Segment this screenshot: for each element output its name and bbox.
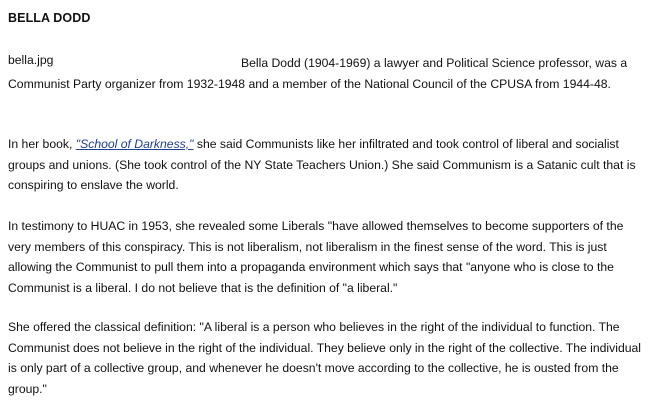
book-paragraph (8, 134, 644, 196)
liberal-definition-paragraph: She offered the classical definition: "A liberal is a person who believes in the right of the individual to function. The Communist does not believe in the right of the individual. They believe only in the right of the collective. The individual is only part of a collective group, and whenever he doesn't move according to the collective, he is ousted from the group." (8, 320, 641, 396)
huac-testimony-paragraph: In testimony to HUAC in 1953, she revealed some Liberals "have allowed themselves to become supporters of the very members of this conspiracy. This is not liberalism, not liberalism in the finest sense of the word. This is just allowing the Communist to pull them into a propaganda environment which says that "anyone who is close to the Communist is a liberal. I do not believe that is the definition of "a liberal." (8, 219, 624, 295)
intro-paragraph: Bella Dodd (1904-1969) a lawyer and Political Science professor, was a Communist Party organizer from 1932-1948 and a member of the National Council of the CPUSA from 1944-48. (8, 56, 628, 91)
school-of-darkness-link[interactable]: "School of Darkness," (75, 137, 194, 151)
broken-image-alt-text: bella.jpg (8, 53, 54, 67)
page-title: BELLA DODD (8, 11, 91, 25)
book-paragraph-body: she said Communists like her infiltrated and took control of liberal and socialist groups and unions. (She took control of the NY State Teachers Union.) She said Communism is a Satanic cult that is conspiring to enslave the world. (8, 137, 636, 192)
book-paragraph-lead: In her book, (8, 137, 76, 151)
